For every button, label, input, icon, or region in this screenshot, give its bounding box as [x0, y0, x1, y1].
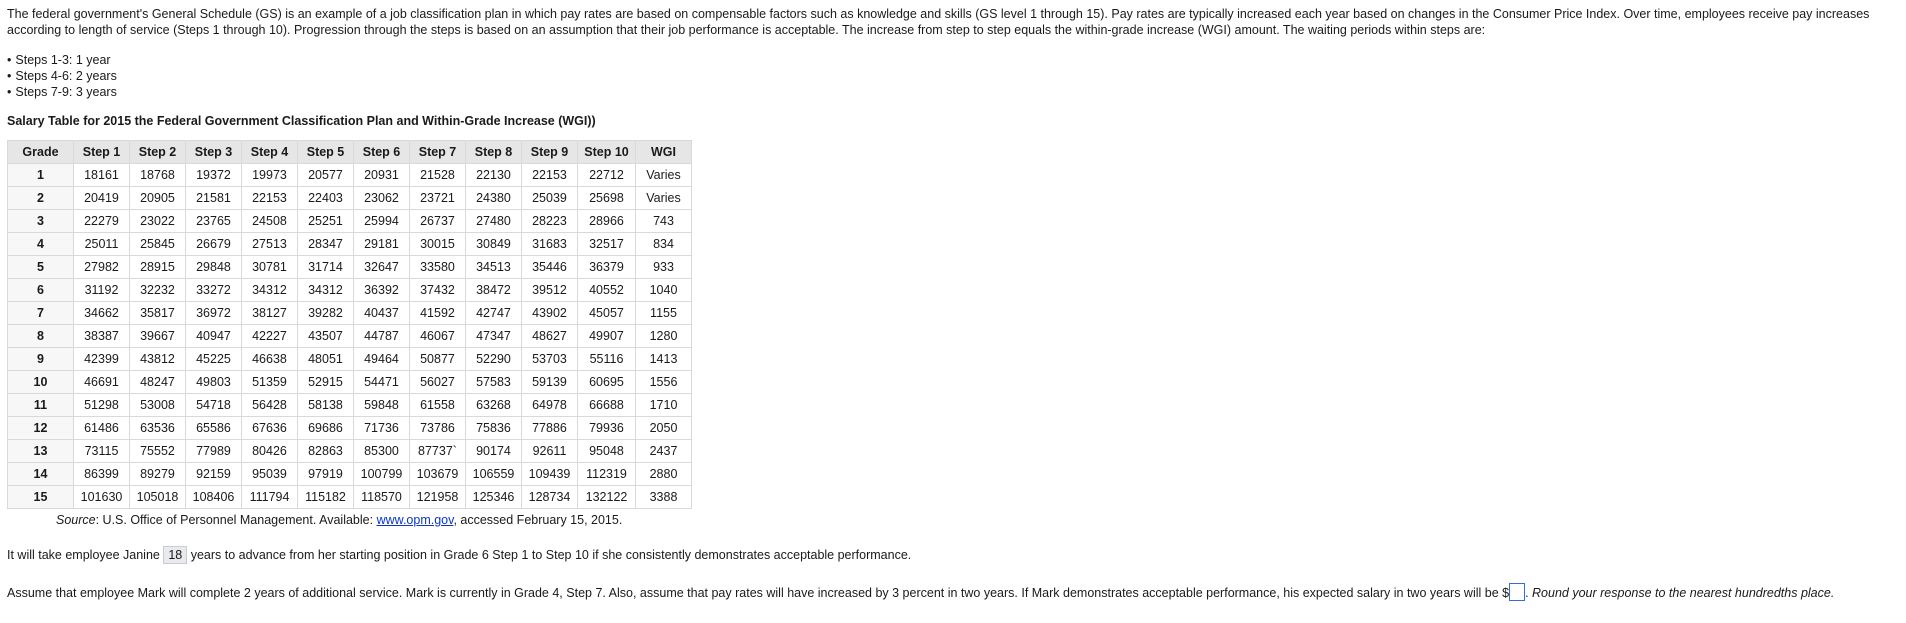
salary-cell: 45057	[578, 302, 636, 325]
salary-cell: 49464	[354, 348, 410, 371]
grade-cell: 9	[8, 348, 74, 371]
salary-cell: 73786	[410, 417, 466, 440]
question-mark	[7, 583, 1899, 601]
salary-cell: 67636	[242, 417, 298, 440]
grade-cell: 12	[8, 417, 74, 440]
grade-cell: 7	[8, 302, 74, 325]
salary-cell: 92159	[186, 463, 242, 486]
salary-cell: 60695	[578, 371, 636, 394]
salary-cell: 125346	[466, 486, 522, 509]
salary-cell: 95048	[578, 440, 636, 463]
salary-cell: 37432	[410, 279, 466, 302]
table-header-row	[8, 141, 692, 164]
salary-cell: 25039	[522, 187, 578, 210]
column-header-step-8: Step 8	[466, 141, 522, 164]
salary-cell: 115182	[298, 486, 354, 509]
salary-cell: 41592	[410, 302, 466, 325]
wgi-cell: 2050	[636, 417, 692, 440]
salary-cell: 36972	[186, 302, 242, 325]
wgi-cell: 1413	[636, 348, 692, 371]
janine-answer-field[interactable]: 18	[163, 546, 187, 564]
salary-cell: 71736	[354, 417, 410, 440]
salary-cell: 33580	[410, 256, 466, 279]
salary-cell: 32647	[354, 256, 410, 279]
salary-cell: 25698	[578, 187, 636, 210]
salary-cell: 48247	[130, 371, 186, 394]
salary-cell: 112319	[578, 463, 636, 486]
salary-cell: 66688	[578, 394, 636, 417]
salary-cell: 101630	[74, 486, 130, 509]
list-item: • Steps 1-3: 1 year	[7, 52, 1899, 68]
wgi-cell: 933	[636, 256, 692, 279]
salary-cell: 111794	[242, 486, 298, 509]
salary-cell: 44787	[354, 325, 410, 348]
salary-cell: 20931	[354, 164, 410, 187]
table-row	[8, 325, 692, 348]
salary-cell: 21528	[410, 164, 466, 187]
rounding-instruction: Round your response to the nearest hundredths place.	[1532, 586, 1835, 600]
salary-cell: 86399	[74, 463, 130, 486]
table-row	[8, 256, 692, 279]
grade-cell: 8	[8, 325, 74, 348]
salary-cell: 121958	[410, 486, 466, 509]
salary-cell: 25251	[298, 210, 354, 233]
grade-cell: 11	[8, 394, 74, 417]
salary-cell: 32232	[130, 279, 186, 302]
wgi-cell: Varies	[636, 164, 692, 187]
salary-cell: 35817	[130, 302, 186, 325]
salary-cell: 95039	[242, 463, 298, 486]
wgi-cell: 1556	[636, 371, 692, 394]
salary-cell: 52915	[298, 371, 354, 394]
grade-cell: 4	[8, 233, 74, 256]
salary-cell: 25845	[130, 233, 186, 256]
grade-cell: 1	[8, 164, 74, 187]
salary-cell: 30015	[410, 233, 466, 256]
salary-cell: 51298	[74, 394, 130, 417]
question-janine-text-end: years to advance from her starting position in Grade 6 Step 1 to Step 10 if she consistently demonstrates acceptable performance.	[187, 548, 912, 562]
salary-cell: 65586	[186, 417, 242, 440]
table-row	[8, 210, 692, 233]
table-row	[8, 302, 692, 325]
column-header-step-4: Step 4	[242, 141, 298, 164]
salary-cell: 22712	[578, 164, 636, 187]
salary-cell: 38127	[242, 302, 298, 325]
table-row	[8, 440, 692, 463]
salary-cell: 61486	[74, 417, 130, 440]
salary-cell: 45225	[186, 348, 242, 371]
salary-cell: 18161	[74, 164, 130, 187]
source-citation	[56, 512, 1899, 528]
salary-cell: 28915	[130, 256, 186, 279]
salary-cell: 22130	[466, 164, 522, 187]
salary-cell: 54718	[186, 394, 242, 417]
salary-cell: 40947	[186, 325, 242, 348]
table-row	[8, 486, 692, 509]
salary-cell: 43902	[522, 302, 578, 325]
salary-cell: 23721	[410, 187, 466, 210]
salary-cell: 55116	[578, 348, 636, 371]
salary-cell: 128734	[522, 486, 578, 509]
salary-cell: 90174	[466, 440, 522, 463]
salary-cell: 53008	[130, 394, 186, 417]
salary-cell: 20419	[74, 187, 130, 210]
salary-cell: 38472	[466, 279, 522, 302]
salary-cell: 49907	[578, 325, 636, 348]
salary-cell: 29848	[186, 256, 242, 279]
salary-cell: 31192	[74, 279, 130, 302]
salary-cell: 33272	[186, 279, 242, 302]
salary-cell: 59139	[522, 371, 578, 394]
salary-cell: 69686	[298, 417, 354, 440]
salary-cell: 118570	[354, 486, 410, 509]
salary-cell: 89279	[130, 463, 186, 486]
salary-cell: 97919	[298, 463, 354, 486]
wgi-cell: 1710	[636, 394, 692, 417]
salary-cell: 50877	[410, 348, 466, 371]
grade-cell: 3	[8, 210, 74, 233]
waiting-periods-list	[7, 52, 1899, 100]
wgi-cell: 3388	[636, 486, 692, 509]
salary-table	[7, 140, 692, 509]
salary-cell: 100799	[354, 463, 410, 486]
grade-cell: 13	[8, 440, 74, 463]
column-header-grade: Grade	[8, 141, 74, 164]
salary-cell: 85300	[354, 440, 410, 463]
salary-cell: 34312	[298, 279, 354, 302]
salary-cell: 23022	[130, 210, 186, 233]
grade-cell: 10	[8, 371, 74, 394]
salary-cell: 39282	[298, 302, 354, 325]
salary-cell: 42399	[74, 348, 130, 371]
salary-cell: 20905	[130, 187, 186, 210]
column-header-step-10: Step 10	[578, 141, 636, 164]
salary-cell: 38387	[74, 325, 130, 348]
salary-cell: 42227	[242, 325, 298, 348]
table-row	[8, 164, 692, 187]
salary-cell: 109439	[522, 463, 578, 486]
salary-cell: 29181	[354, 233, 410, 256]
column-header-step-7: Step 7	[410, 141, 466, 164]
salary-cell: 105018	[130, 486, 186, 509]
salary-cell: 35446	[522, 256, 578, 279]
salary-cell: 36392	[354, 279, 410, 302]
salary-cell: 48051	[298, 348, 354, 371]
salary-cell: 58138	[298, 394, 354, 417]
column-header-step-9: Step 9	[522, 141, 578, 164]
salary-cell: 28223	[522, 210, 578, 233]
salary-cell: 61558	[410, 394, 466, 417]
salary-cell: 34662	[74, 302, 130, 325]
salary-cell: 25994	[354, 210, 410, 233]
salary-cell: 106559	[466, 463, 522, 486]
salary-cell: 57583	[466, 371, 522, 394]
salary-cell: 24380	[466, 187, 522, 210]
salary-cell: 18768	[130, 164, 186, 187]
wgi-cell: 1040	[636, 279, 692, 302]
salary-cell: 34312	[242, 279, 298, 302]
salary-cell: 40552	[578, 279, 636, 302]
salary-cell: 42747	[466, 302, 522, 325]
question-mark-text: Assume that employee Mark will complete 2 years of additional service. Mark is currently in Grade 4, Step 7. Also, assume that pay rates will have increased by 3 percent in two years. If Mark demonstrates acceptable performance, his expected salary in two years will be $	[7, 586, 1510, 600]
salary-cell: 31714	[298, 256, 354, 279]
column-header-step-3: Step 3	[186, 141, 242, 164]
salary-cell: 27480	[466, 210, 522, 233]
salary-cell: 132122	[578, 486, 636, 509]
question-janine-text: It will take employee Janine	[7, 548, 164, 562]
salary-cell: 22403	[298, 187, 354, 210]
salary-cell: 79936	[578, 417, 636, 440]
table-title: Salary Table for 2015 the Federal Government Classification Plan and Within-Grade Increase (WGI))	[7, 114, 596, 128]
wgi-cell: 2880	[636, 463, 692, 486]
table-row	[8, 417, 692, 440]
salary-cell: 26737	[410, 210, 466, 233]
column-header-wgi: WGI	[636, 141, 692, 164]
column-header-step-1: Step 1	[74, 141, 130, 164]
question-janine	[7, 546, 1899, 564]
salary-cell: 43812	[130, 348, 186, 371]
salary-cell: 87737`	[410, 440, 466, 463]
salary-cell: 30781	[242, 256, 298, 279]
salary-cell: 28347	[298, 233, 354, 256]
table-row	[8, 463, 692, 486]
salary-cell: 64978	[522, 394, 578, 417]
salary-cell: 19372	[186, 164, 242, 187]
wgi-cell: 1155	[636, 302, 692, 325]
intro-paragraph: The federal government's General Schedule (GS) is an example of a job classification plan in which pay rates are based on compensable factors such as knowledge and skills (GS level 1 through 15). Pay rates are typically increased each year based on changes in the Consumer Price Index. Over time, employees receive pay increases according to length of service (Steps 1 through 10). Progression through the steps is based on an assumption that their job performance is acceptable. The increase from step to step equals the within-grade increase (WGI) amount. The waiting periods within steps are:	[7, 7, 1870, 37]
salary-cell: 28966	[578, 210, 636, 233]
grade-cell: 15	[8, 486, 74, 509]
salary-cell: 23062	[354, 187, 410, 210]
salary-cell: 63536	[130, 417, 186, 440]
column-header-step-6: Step 6	[354, 141, 410, 164]
grade-cell: 2	[8, 187, 74, 210]
salary-cell: 56027	[410, 371, 466, 394]
salary-cell: 54471	[354, 371, 410, 394]
salary-cell: 59848	[354, 394, 410, 417]
salary-cell: 40437	[354, 302, 410, 325]
list-item: • Steps 4-6: 2 years	[7, 68, 1899, 84]
table-row	[8, 394, 692, 417]
salary-cell: 63268	[466, 394, 522, 417]
question-mark-period: .	[1525, 586, 1533, 600]
salary-cell: 23765	[186, 210, 242, 233]
salary-cell: 80426	[242, 440, 298, 463]
column-header-step-5: Step 5	[298, 141, 354, 164]
salary-cell: 32517	[578, 233, 636, 256]
salary-cell: 48627	[522, 325, 578, 348]
salary-cell: 56428	[242, 394, 298, 417]
grade-cell: 5	[8, 256, 74, 279]
salary-cell: 51359	[242, 371, 298, 394]
salary-cell: 103679	[410, 463, 466, 486]
salary-cell: 25011	[74, 233, 130, 256]
salary-cell: 43507	[298, 325, 354, 348]
salary-cell: 27982	[74, 256, 130, 279]
salary-cell: 22153	[522, 164, 578, 187]
salary-cell: 34513	[466, 256, 522, 279]
salary-cell: 108406	[186, 486, 242, 509]
list-item: • Steps 7-9: 3 years	[7, 84, 1899, 100]
salary-cell: 27513	[242, 233, 298, 256]
salary-cell: 39512	[522, 279, 578, 302]
wgi-cell: 834	[636, 233, 692, 256]
salary-table-body	[8, 164, 692, 509]
table-row	[8, 371, 692, 394]
table-row	[8, 233, 692, 256]
salary-cell: 31683	[522, 233, 578, 256]
wgi-cell: 743	[636, 210, 692, 233]
opm-link[interactable]: www.opm.gov	[376, 513, 454, 527]
wgi-cell: 2437	[636, 440, 692, 463]
salary-cell: 92611	[522, 440, 578, 463]
salary-cell: 26679	[186, 233, 242, 256]
salary-cell: 73115	[74, 440, 130, 463]
salary-cell: 46691	[74, 371, 130, 394]
salary-cell: 22153	[242, 187, 298, 210]
salary-cell: 52290	[466, 348, 522, 371]
salary-cell: 75836	[466, 417, 522, 440]
salary-cell: 47347	[466, 325, 522, 348]
salary-cell: 39667	[130, 325, 186, 348]
table-row	[8, 348, 692, 371]
salary-cell: 24508	[242, 210, 298, 233]
salary-cell: 77989	[186, 440, 242, 463]
source-text: : U.S. Office of Personnel Management. Available:	[95, 513, 377, 527]
salary-cell: 22279	[74, 210, 130, 233]
salary-cell: 21581	[186, 187, 242, 210]
column-header-step-2: Step 2	[130, 141, 186, 164]
source-date: , accessed February 15, 2015.	[453, 513, 623, 527]
salary-cell: 36379	[578, 256, 636, 279]
wgi-cell: Varies	[636, 187, 692, 210]
salary-cell: 46067	[410, 325, 466, 348]
table-row	[8, 279, 692, 302]
salary-cell: 20577	[298, 164, 354, 187]
salary-cell: 46638	[242, 348, 298, 371]
salary-cell: 53703	[522, 348, 578, 371]
salary-cell: 30849	[466, 233, 522, 256]
salary-cell: 49803	[186, 371, 242, 394]
salary-cell: 75552	[130, 440, 186, 463]
mark-salary-input[interactable]	[1509, 583, 1525, 601]
salary-cell: 77886	[522, 417, 578, 440]
grade-cell: 6	[8, 279, 74, 302]
table-row	[8, 187, 692, 210]
salary-cell: 82863	[298, 440, 354, 463]
source-label: Source	[56, 513, 96, 527]
salary-cell: 19973	[242, 164, 298, 187]
grade-cell: 14	[8, 463, 74, 486]
wgi-cell: 1280	[636, 325, 692, 348]
